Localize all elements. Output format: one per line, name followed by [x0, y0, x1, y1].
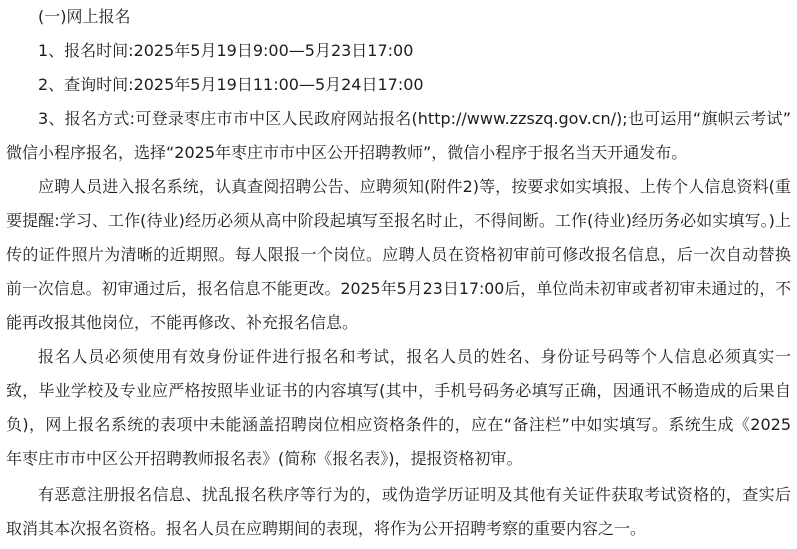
paragraph-3-line-1: 有恶意注册报名信息、扰乱报名秩序等行为的，或伪造学历证明及其他有关证件获取考试资格的，查实后 [38, 485, 791, 504]
paragraph-1-line-1: 应聘人员进入报名系统，认真查阅招聘公告、应聘须知(附件2)等，按要求如实填报、上传个人信息资料(重 [38, 177, 791, 196]
query-time-item: 2、查询时间:2025年5月19日11:00—5月24日17:00 [38, 75, 424, 94]
registration-method-line-2: 微信小程序报名，选择“2025年枣庄市市中区公开招聘教师”，微信小程序于报名当天开通发布。 [6, 143, 688, 162]
paragraph-1-line-2: 要提醒:学习、工作(待业)经历必须从高中阶段起填写至报名时止，不得间断。工作(待业)经历务必如实填写。)上 [6, 211, 791, 230]
paragraph-1-line-5: 能再改报其他岗位，不能再修改、补充报名信息。 [6, 313, 359, 332]
paragraph-2-line-4: 年枣庄市市中区公开招聘教师报名表》(简称《报名表》)，提报资格初审。 [6, 449, 523, 468]
registration-method-line-1: 3、报名方式:可登录枣庄市市中区人民政府网站报名(http://www.zzszq.gov.cn/);也可运用“旗帜云考试” [38, 109, 791, 128]
section-heading: (一)网上报名 [38, 7, 131, 26]
paragraph-2-line-2: 致，毕业学校及专业应严格按照毕业证书的内容填写(其中，手机号码务必填写正确，因通讯不畅造成的后果自 [6, 381, 791, 400]
registration-time-item: 1、报名时间:2025年5月19日9:00—5月23日17:00 [38, 41, 414, 60]
paragraph-2-line-1: 报名人员必须使用有效身份证件进行报名和考试，报名人员的姓名、身份证号码等个人信息必须真实一 [38, 347, 791, 366]
paragraph-3-line-2: 取消其本次报名资格。报名人员在应聘期间的表现，将作为公开招聘考察的重要内容之一。 [6, 519, 647, 538]
paragraph-1-line-3: 传的证件照片为清晰的近期照。每人限报一个岗位。应聘人员在资格初审前可修改报名信息，后一次自动替换 [6, 245, 791, 264]
paragraph-1-line-4: 前一次信息。初审通过后，报名信息不能更改。2025年5月23日17:00后，单位尚未初审或者初审未通过的，不 [6, 279, 791, 298]
paragraph-2-line-3: 负)，网上报名系统的表项中未能涵盖招聘岗位相应资格条件的，应在“备注栏”中如实填写。系统生成《2025 [6, 415, 791, 434]
